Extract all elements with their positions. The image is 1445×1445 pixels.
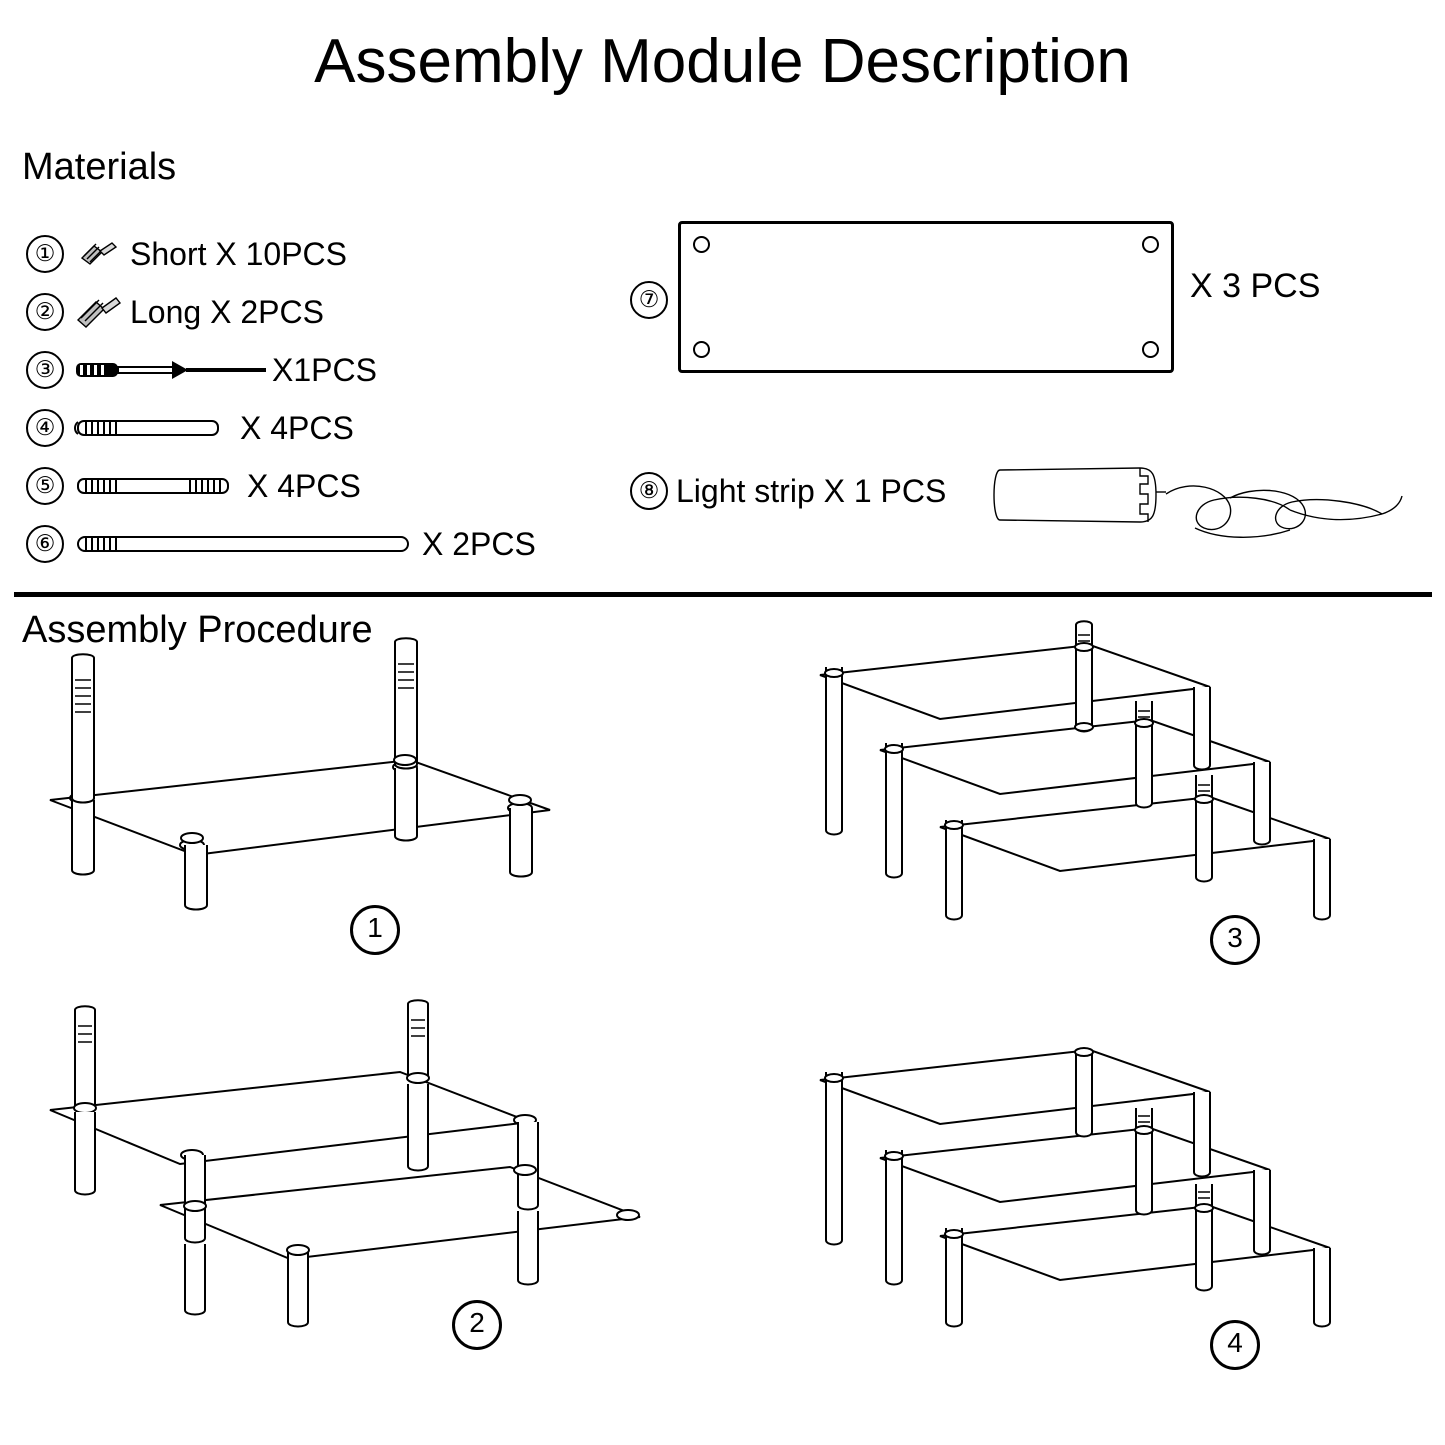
material-item-2 — [26, 283, 646, 341]
panel-hole — [693, 236, 710, 253]
step-label-1: 1 — [350, 905, 400, 955]
material-item-1 — [26, 225, 646, 283]
materials-heading: Materials — [22, 146, 177, 188]
panel-hole — [1142, 341, 1159, 358]
material-number: ⑦ — [630, 281, 668, 319]
material-number: ① — [26, 235, 64, 273]
step-1-single-tier — [20, 640, 660, 943]
material-label: Short X 10PCS — [130, 236, 347, 272]
step-label-2: 2 — [452, 1300, 502, 1350]
material-number: ③ — [26, 351, 64, 389]
screwdriver-icon — [72, 357, 272, 383]
material-label: X 2PCS — [422, 526, 536, 562]
material-number: ⑧ — [630, 472, 668, 510]
panel-hole — [693, 341, 710, 358]
long-screw-icon — [72, 295, 130, 329]
material-item-3 — [26, 341, 646, 399]
material-item-4 — [26, 399, 646, 457]
acrylic-panel-icon — [678, 221, 1174, 373]
material-label: X1PCS — [272, 352, 377, 388]
material-number: ⑥ — [26, 525, 64, 563]
section-divider — [14, 592, 1432, 597]
material-number: ⑤ — [26, 467, 64, 505]
material-label: X 4PCS — [240, 410, 354, 446]
procedure-heading: Assembly Procedure — [22, 609, 373, 651]
step-4-three-tier-tall — [790, 1010, 1430, 1358]
light-strip-label-group — [630, 472, 946, 510]
page-title: Assembly Module Description — [314, 27, 1131, 96]
material-item-6 — [26, 515, 646, 573]
step-2-two-tier — [20, 1000, 660, 1340]
material-number: ② — [26, 293, 64, 331]
material-label: Long X 2PCS — [130, 294, 324, 330]
material-label: X 4PCS — [247, 468, 361, 504]
panel-material — [630, 215, 1420, 385]
panel-count-label: X 3 PCS — [1190, 267, 1321, 305]
long-standoff-icon — [72, 530, 422, 558]
short-screw-icon — [72, 237, 130, 271]
light-strip-material — [630, 440, 1430, 570]
material-item-5 — [26, 457, 646, 515]
material-number: ④ — [26, 409, 64, 447]
materials-list — [26, 225, 646, 573]
step-label-4: 4 — [1210, 1320, 1260, 1370]
light-strip-icon — [990, 448, 1410, 558]
medium-standoff-icon — [72, 472, 247, 500]
panel-hole — [1142, 236, 1159, 253]
short-standoff-icon — [72, 414, 240, 442]
step-label-3: 3 — [1210, 915, 1260, 965]
step-3-three-tier — [790, 615, 1430, 955]
light-strip-label: Light strip X 1 PCS — [676, 473, 947, 509]
